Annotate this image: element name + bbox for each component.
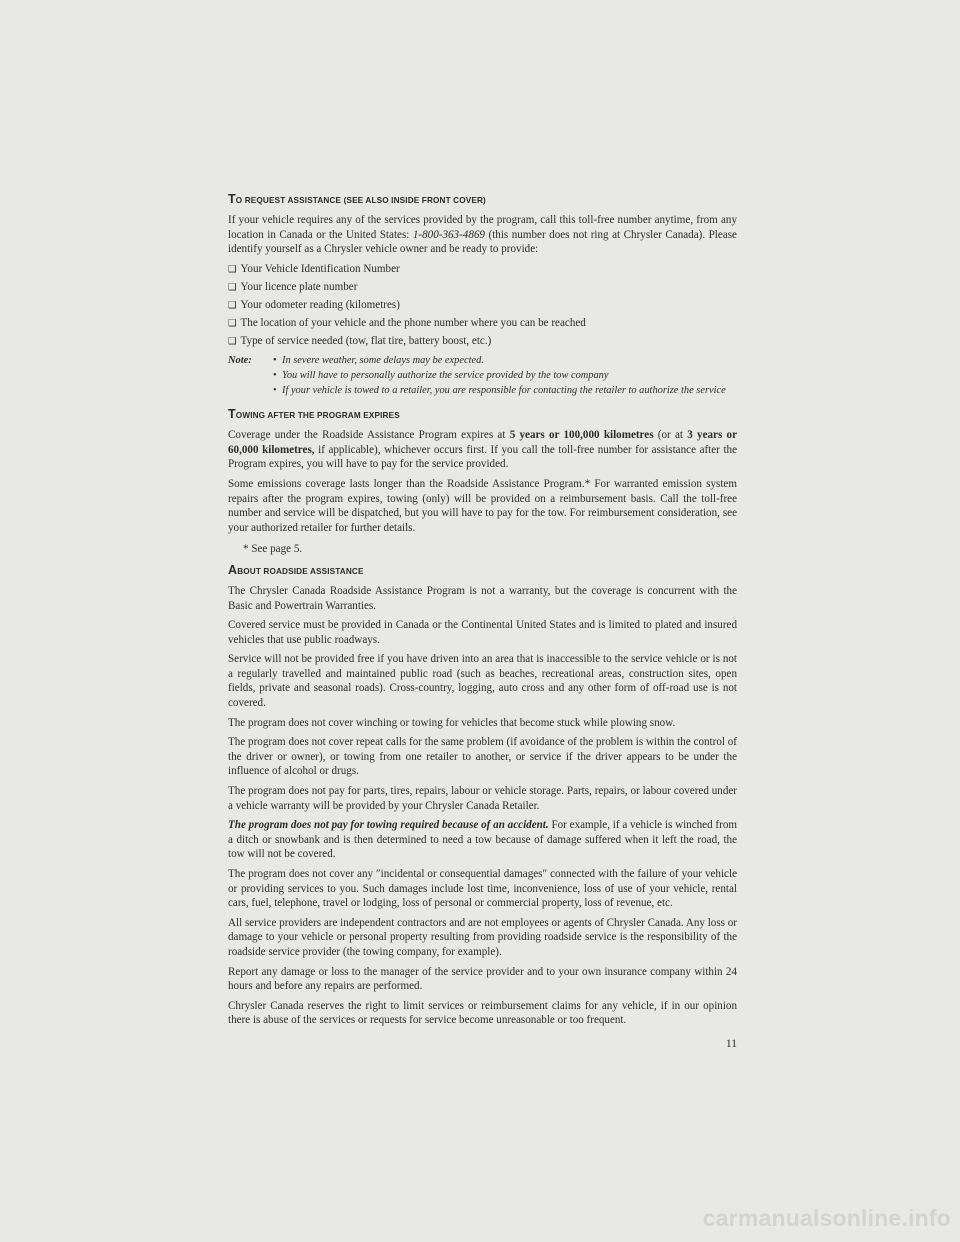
bullet-dot-icon: •	[273, 355, 277, 367]
paragraph: Chrysler Canada reserves the right to limit services or reimbursement claims for any vehicle, if in our opinion there is abuse of the services or requests for service become unreasonable or too frequent.	[228, 999, 737, 1027]
note-list	[273, 354, 737, 399]
bold-term: 5 years or 100,000 kilometres	[509, 429, 654, 442]
paragraph-text: For example, if a vehicle is winched from a ditch or snowbank and is then determined to need a tow because of damage suffered when it left the road, the tow will not be covered.	[228, 819, 738, 861]
paragraph-text: if applicable), whichever occurs first. If you call the toll-free number for assistance after the Program expires, you will have to pay for the service provided.	[228, 443, 737, 471]
note-item	[273, 384, 737, 398]
checklist-item-text: Your licence plate number	[240, 280, 358, 293]
toll-free-phone-number: 1-800-363-4869	[412, 228, 485, 241]
paragraph: The program does not cover winching or towing for vehicles that become stuck while plowing snow.	[228, 716, 676, 729]
page-number: 11	[725, 1038, 737, 1050]
checklist-item	[228, 316, 737, 331]
paragraph: The program does not cover any ″incidental or consequential damages″ connected with the failure of your vehicle or providing services to you. Such damages include lost time, inconvenience, loss of use of your vehicle, rental cars, fuel, telephone, travel or lodging, loss of personal or commercial property, loss of revenue, etc.	[228, 868, 737, 910]
paragraph: The Chrysler Canada Roadside Assistance Program is not a warranty, but the coverage is concurrent with the Basic and Powertrain Warranties.	[228, 584, 737, 612]
paragraph: Service will not be provided free if you have driven into an area that is inaccessible to the service vehicle or is not a regularly travelled and maintained public road (such as beaches, recreational areas, construction sites, open fields, private and seasonal roads). Cross-country, logging, auto cross and any other form of off-road use is not covered.	[228, 653, 737, 710]
heading-text: O REQUEST ASSISTANCE (SEE ALSO INSIDE FRONT COVER)	[235, 196, 486, 205]
checklist-item	[228, 298, 737, 313]
coverage-expiry-paragraph	[228, 428, 737, 472]
checkbox-icon: ❑	[228, 336, 237, 348]
note-text: In severe weather, some delays may be expected.	[282, 355, 484, 367]
checklist-item-text: Type of service needed (tow, flat tire, battery boost, etc.)	[240, 335, 492, 348]
emissions-coverage-paragraph: Some emissions coverage lasts longer than the Roadside Assistance Program.* For warranted emission system repairs after the program expires, towing (only) will be provided on a reimbursement basis. Call the toll-free number and service will be dispatched, but you will have to pay for the tow. For reimbursement consideration, see your authorized retailer for further details.	[228, 477, 737, 534]
checklist-item-text: Your odometer reading (kilometres)	[240, 298, 400, 311]
section-heading-towing-after-expiry	[228, 407, 737, 423]
intro-text: If your vehicle requires any of the services provided by the program, call this toll-free number anytime, from any location in Canada or the United States:	[228, 214, 737, 241]
checklist-item-text: The location of your vehicle and the phone number where you can be reached	[240, 317, 586, 330]
heading-initial: T	[228, 407, 236, 422]
note-item	[273, 369, 737, 383]
heading-text: BOUT ROADSIDE ASSISTANCE	[237, 566, 364, 576]
note-text: If your vehicle is towed to a retailer, you are responsible for contacting the retailer to authorize the service	[282, 385, 726, 397]
heading-text: OWING AFTER THE PROGRAM EXPIRES	[235, 411, 400, 421]
footnote: * See page 5.	[243, 543, 303, 556]
section-heading-about-roadside-assistance	[228, 563, 737, 579]
bold-term: 3 years or 60,000 kilometres,	[228, 429, 738, 456]
checklist-item	[228, 280, 737, 295]
note-block	[228, 354, 737, 399]
paragraph: All service providers are independent contractors and are not employees or agents of Chrysler Canada. Any loss or damage to your vehicle or personal property resulting from providing roadside service is the responsibility of the roadside service provider (the towing company, for example).	[228, 916, 737, 958]
checklist-item	[228, 262, 737, 277]
intro-text-continued: (this number does not ring at Chrysler Canada). Please identify yourself as a Chrysler vehicle owner and be ready to provide:	[228, 228, 737, 256]
heading-initial: A	[228, 562, 238, 577]
paragraph: The program does not pay for parts, tires, repairs, labour or vehicle storage. Parts, repairs, or labour covered under a vehicle warranty will be provided by your Chrysler Canada Retailer.	[228, 785, 737, 812]
heading-initial: T	[228, 192, 236, 206]
checklist-item	[228, 334, 737, 349]
watermark: carmanualsonline.info	[702, 1205, 951, 1231]
required-info-checklist	[228, 262, 737, 349]
bullet-dot-icon: •	[273, 385, 277, 397]
note-text: You will have to personally authorize the service provided by the tow company	[282, 370, 609, 382]
paragraph: Covered service must be provided in Canada or the Continental United States and is limited to plated and insured vehicles that use public roadways.	[228, 619, 737, 646]
note-item	[273, 354, 737, 368]
checkbox-icon: ❑	[228, 318, 237, 330]
bullet-dot-icon: •	[273, 370, 277, 382]
paragraph: Report any damage or loss to the manager of the service provider and to your own insurance company within 24 hours and before any repairs are performed.	[228, 965, 737, 993]
paragraph-text: Coverage under the Roadside Assistance Program expires at	[228, 429, 510, 442]
paragraph: The program does not cover repeat calls for the same problem (if avoidance of the problem is within the control of the driver or owner), or towing from one retailer to another, or service if the driver appears to be under the influence of alcohol or drugs.	[228, 736, 737, 778]
section-heading-request-assistance	[228, 192, 737, 208]
document-page	[228, 192, 737, 1033]
request-intro-paragraph	[228, 213, 737, 257]
bold-italic-statement: The program does not pay for towing required because of an accident.	[228, 819, 549, 832]
checklist-item-text: Your Vehicle Identification Number	[240, 262, 400, 275]
checkbox-icon: ❑	[228, 299, 237, 311]
checkbox-icon: ❑	[228, 281, 237, 293]
note-label: Note:	[228, 355, 252, 367]
paragraph-text: (or at	[653, 429, 688, 442]
checkbox-icon: ❑	[228, 263, 237, 275]
accident-towing-paragraph	[228, 818, 737, 862]
